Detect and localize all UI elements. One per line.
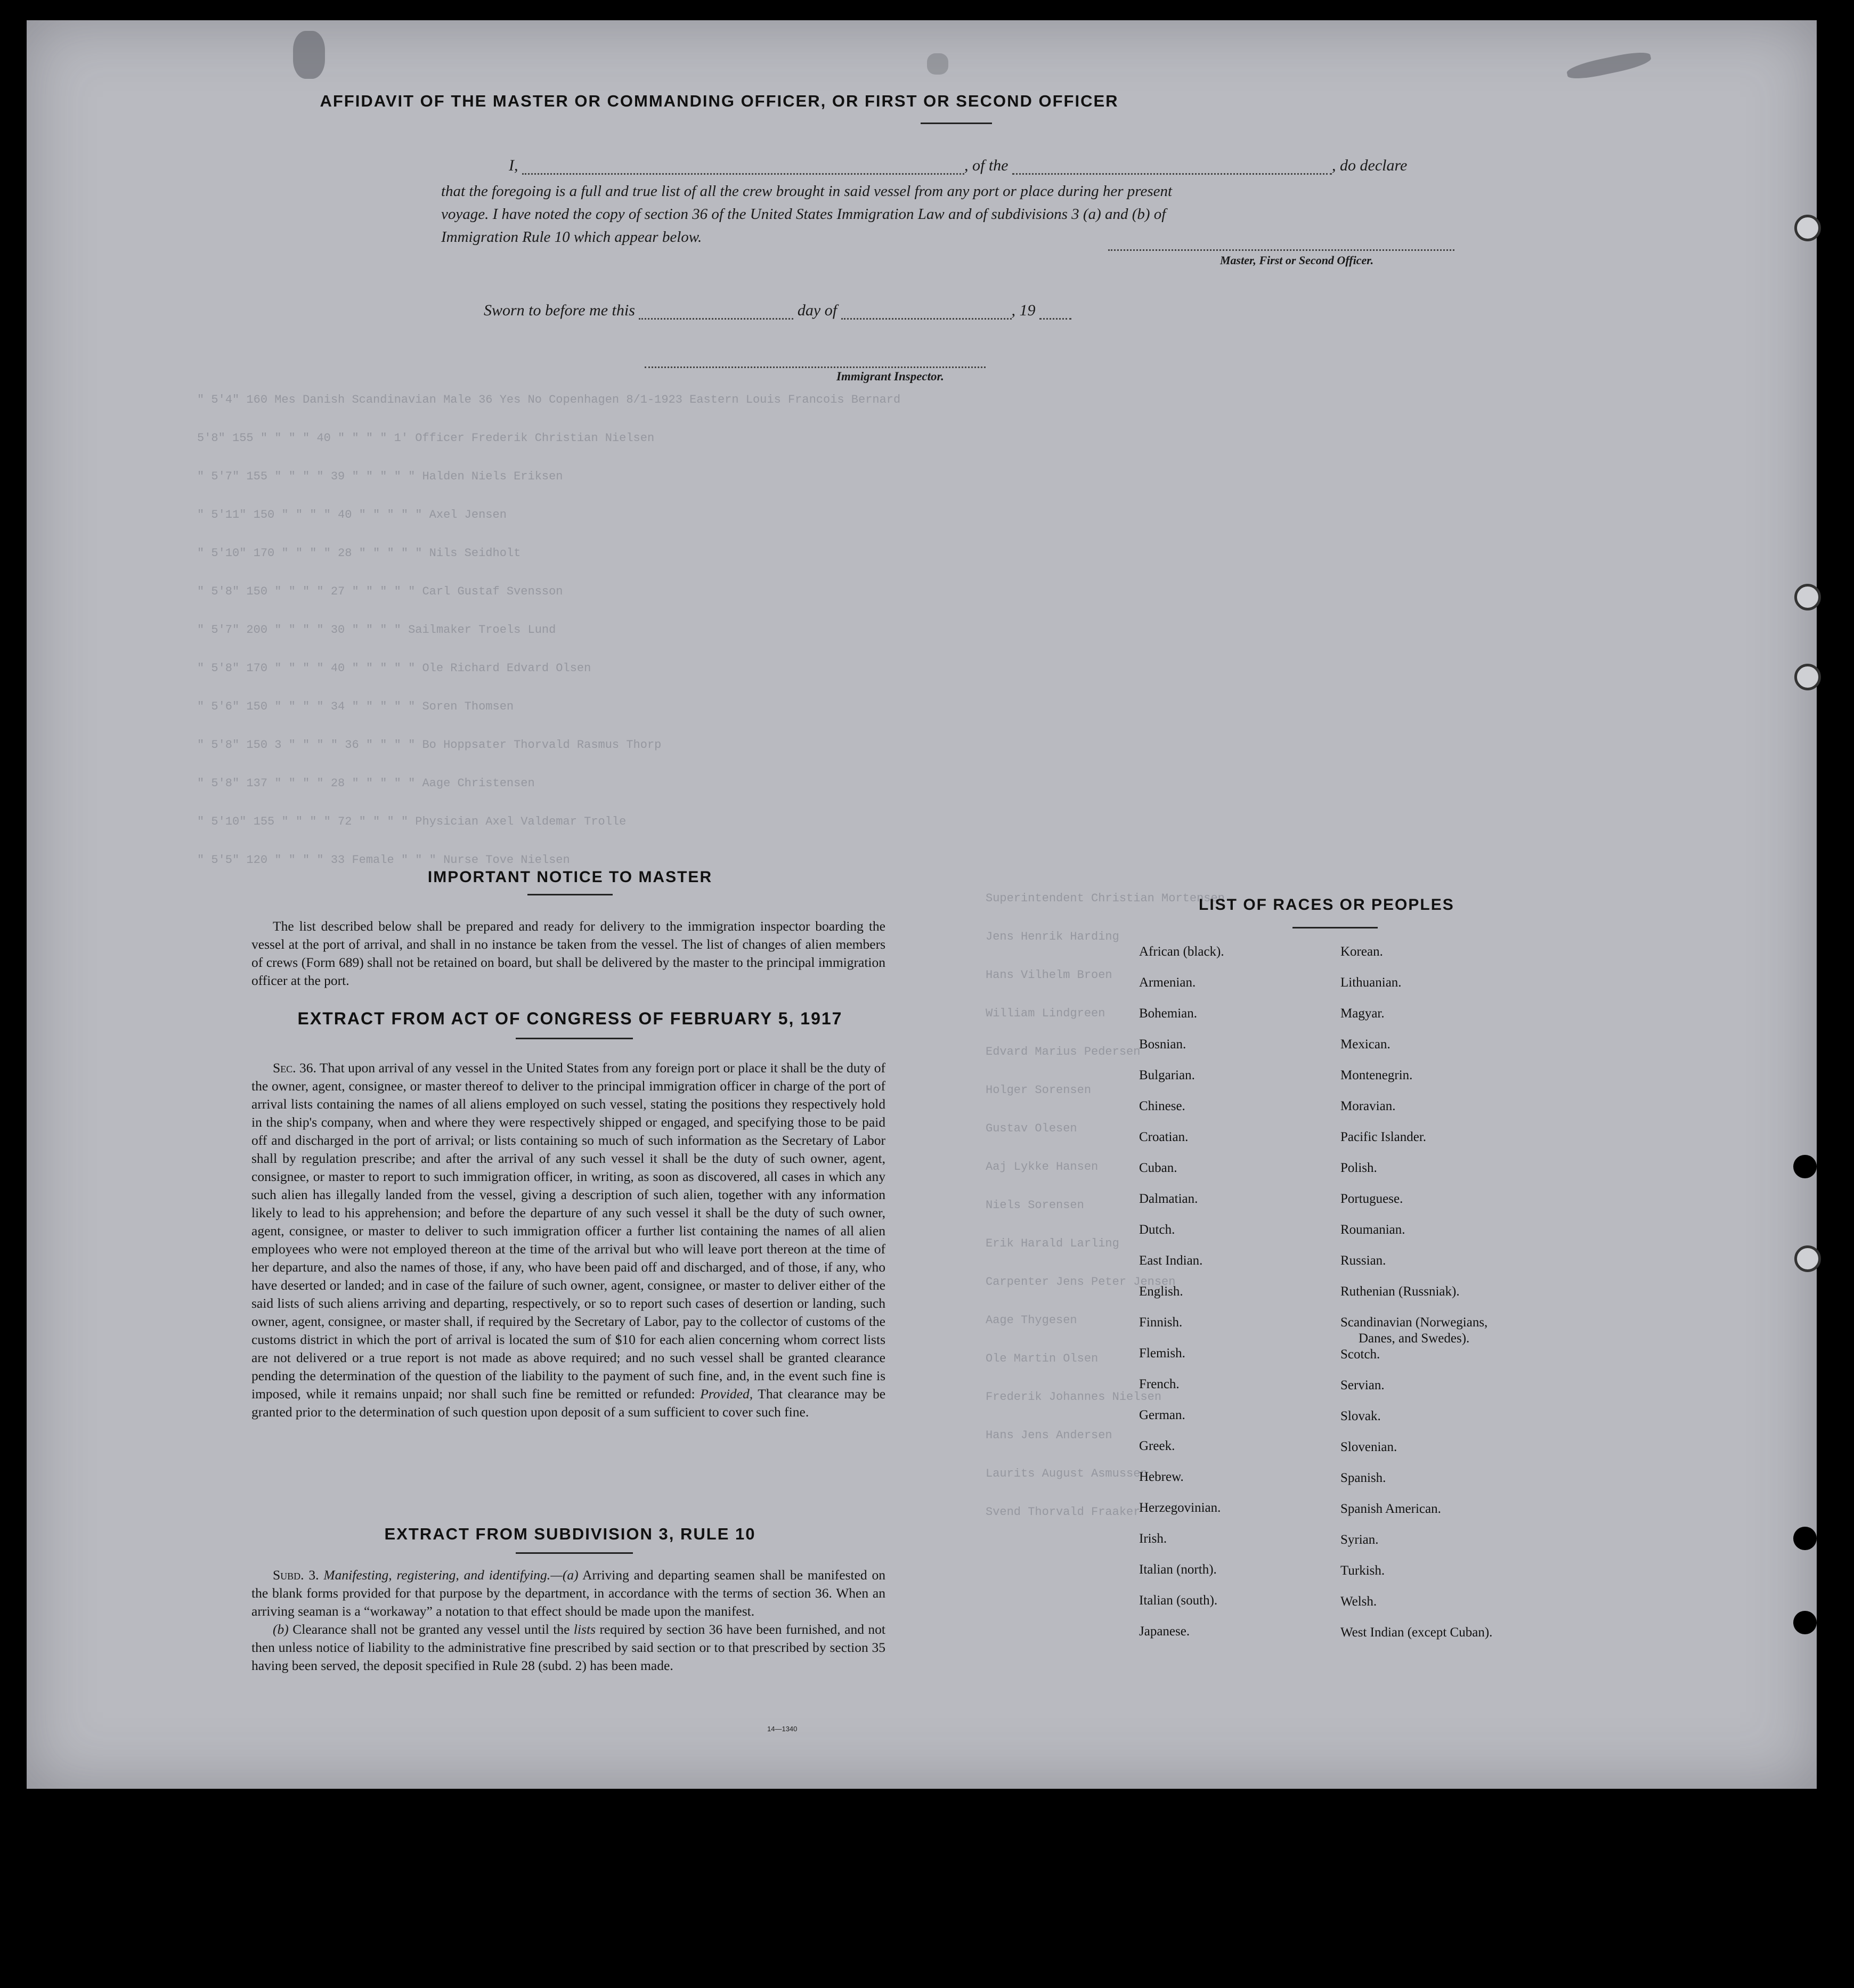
subd-b-text-2: required by section 36 have been furnished, and not then unless notice of liability to the administrative fine prescribed by said section or to that prescribed by section 35 having been served, the deposit specified in Rule 28 (subd. 2) has been made.	[251, 1622, 886, 1673]
race-item: Chinese.	[1139, 1099, 1185, 1113]
race-item: Welsh.	[1340, 1594, 1377, 1609]
race-item: Lithuanian.	[1340, 975, 1402, 990]
race-item: Danes, and Swedes).	[1359, 1331, 1470, 1346]
notice-paragraph: The list described below shall be prepared and ready for delivery to the immigration inspector boarding the vessel at the port of arrival, and shall in no instance be taken from the vessel. The list of changes of alien members of crews (Form 689) shall not be retained on board, but shall be delivered by the master to the principal immigration officer at the port.	[251, 918, 885, 988]
bleed-through-row: Jens Henrik Harding	[986, 930, 1119, 943]
subd-b-text-1: Clearance shall not be granted any vessel until the	[292, 1622, 570, 1637]
race-item: Turkish.	[1340, 1563, 1385, 1578]
races-title-rule	[1292, 927, 1378, 928]
punch-hole	[1793, 1155, 1817, 1178]
bleed-through-row: " 5'6" 150 " " " " 34 " " " " " Soren Thomsen	[197, 700, 514, 713]
sec-label: Sec. 36.	[273, 1060, 316, 1076]
notice-title-rule	[527, 894, 613, 895]
race-item: Slovak.	[1340, 1409, 1381, 1423]
race-item: German.	[1139, 1408, 1185, 1422]
punch-hole	[1794, 664, 1821, 690]
race-item: Slovenian.	[1340, 1440, 1397, 1454]
race-item: Moravian.	[1340, 1099, 1396, 1113]
race-item: East Indian.	[1139, 1253, 1203, 1268]
of-the-label: , of the	[964, 157, 1009, 174]
race-item: Flemish.	[1139, 1346, 1185, 1360]
race-item: West Indian (except Cuban).	[1340, 1625, 1493, 1640]
punch-hole	[1793, 1527, 1817, 1550]
sworn-month-field[interactable]	[841, 302, 1012, 320]
bleed-through-row: " 5'10" 170 " " " " 28 " " " " " Nils Seidholt	[197, 547, 521, 560]
race-item: Spanish.	[1340, 1471, 1386, 1485]
extract-act-title-rule	[516, 1038, 633, 1039]
race-item: Scandinavian (Norwegians,	[1340, 1315, 1488, 1330]
bleed-through-row: " 5'11" 150 " " " " 40 " " " " " Axel Jensen	[197, 508, 507, 522]
bleed-through-row: Holger Sorensen	[986, 1083, 1092, 1097]
race-item: African (black).	[1139, 944, 1224, 959]
sworn-label: Sworn to before me this	[484, 302, 635, 319]
race-item: Korean.	[1340, 944, 1383, 959]
extract-rule-text	[251, 1566, 885, 1675]
race-item: Greek.	[1139, 1439, 1175, 1453]
race-item: Roumanian.	[1340, 1223, 1405, 1237]
master-signature-field[interactable]	[1108, 233, 1454, 251]
i-label: I,	[509, 157, 518, 174]
race-item: Dutch.	[1139, 1223, 1175, 1237]
race-item: Scotch.	[1340, 1347, 1380, 1362]
subd-b-lists: lists	[573, 1622, 596, 1637]
race-item: Russian.	[1340, 1253, 1386, 1268]
race-item: Bosnian.	[1139, 1037, 1186, 1052]
section-36-paragraph	[251, 1059, 885, 1421]
section-36-text: That upon arrival of any vessel in the United States from any foreign port or place it shall be the duty of the owner, agent, consignee, or master thereof to deliver to the principal immigration officer in charge of the port of arrival lists containing the names of all aliens employed on such vessel, stating the positions they respectively hold in the ship's company, when and where they were respectively shipped or engaged, and specifying those to be paid off and discharged in the port of arrival; or lists containing so much of such information as the Secretary of Labor shall by regulation prescribe; and after the arrival of any such vessel it shall be the duty of such owner, agent, consignee, or master to report to such immigration officer, in writing, as soon as discovered, all cases in which any such alien has illegally landed from the vessel, giving a description of such alien, together with any information likely to lead to his apprehension; and before the departure of any such vessel it shall be the duty of such owner, agent, consignee, or master to deliver to such immigration officer a further list containing the names of all alien employees who were not employed thereon at the time of the arrival but who will leave port thereon at the time of her departure, and also the names of those, if any, who have been paid off and discharged, and of those, if any, who have deserted or landed; and in case of the failure of such owner, agent, consignee, or master to deliver either of the said lists of such aliens arriving and departing, respectively, or so to report such cases of desertion or landing, such owner, agent, consignee, or master shall, if required by the Secretary of Labor, pay to the collector of customs of the customs district in which the port of arrival is located the sum of $10 for each alien concerning whom correct lists are not delivered or a true report is not made as above required; and no such vessel shall be granted clearance pending the determination of the question of the liability to the payment of such fine, and, in the event such fine is imposed, while it remains unpaid; nor shall such fine be remitted or refunded:	[251, 1060, 885, 1402]
race-item: Servian.	[1340, 1378, 1385, 1392]
inspector-label: Immigrant Inspector.	[836, 370, 944, 383]
sworn-day-field[interactable]	[639, 302, 793, 320]
bleed-through-row: " 5'7" 200 " " " " 30 " " " " Sailmaker Troels Lund	[197, 623, 556, 637]
do-declare-label: , do declare	[1332, 157, 1408, 174]
name-field[interactable]	[522, 157, 964, 175]
races-right-column	[1340, 944, 1492, 1656]
top-right-smudge	[1566, 49, 1653, 83]
race-item: Spanish American.	[1340, 1502, 1441, 1516]
race-item: Armenian.	[1139, 975, 1196, 990]
top-left-smudge	[293, 31, 325, 79]
bleed-through-row: William Lindgreen	[986, 1007, 1105, 1020]
race-item: Italian (north).	[1139, 1562, 1217, 1577]
race-item: Portuguese.	[1340, 1192, 1403, 1206]
form-number: 14—1340	[767, 1725, 798, 1733]
bleed-through-row: Svend Thorvald Fraaker	[986, 1505, 1141, 1519]
subd-b-label: (b)	[273, 1622, 289, 1637]
affidavit-title-rule	[921, 123, 992, 124]
year-label: , 19	[1011, 302, 1036, 319]
bleed-through-row: Ole Martin Olsen	[986, 1352, 1099, 1365]
top-center-mark	[927, 53, 948, 75]
race-item: Montenegrin.	[1340, 1068, 1413, 1082]
extract-act-title: EXTRACT FROM ACT OF CONGRESS OF FEBRUARY 5, 1917	[297, 1009, 843, 1028]
bleed-through-row: Frederik Johannes Nielsen	[986, 1390, 1162, 1404]
declaration-line-4: Immigration Rule 10 which appear below.	[441, 229, 702, 246]
subd-title: Manifesting, registering, and identifying.	[323, 1567, 551, 1583]
subd-b-paragraph	[251, 1620, 885, 1675]
race-item: Syrian.	[1340, 1533, 1379, 1547]
bleed-through-row: " 5'5" 120 " " " " 33 Female " " " Nurse Tove Nielsen	[197, 853, 570, 867]
race-item: Japanese.	[1139, 1624, 1190, 1639]
punch-hole	[1794, 215, 1821, 241]
subd-label: Subd. 3.	[273, 1567, 319, 1583]
declaration-line-1	[482, 157, 1473, 175]
bleed-through-row: " 5'10" 155 " " " " 72 " " " " Physician Axel Valdemar Trolle	[197, 815, 627, 828]
bleed-through-row: Hans Jens Andersen	[986, 1429, 1112, 1442]
document-sheet	[27, 20, 1817, 1789]
races-left-column	[1139, 944, 1224, 1655]
race-item: Herzegovinian.	[1139, 1501, 1221, 1515]
bleed-through-row: " 5'7" 155 " " " " 39 " " " " " Halden Niels Eriksen	[197, 470, 563, 483]
race-item: Hebrew.	[1139, 1470, 1184, 1484]
inspector-signature-field[interactable]	[645, 351, 986, 368]
bleed-through-row: Erik Harald Larling	[986, 1237, 1119, 1250]
punch-hole	[1794, 1245, 1821, 1272]
bleed-through-row: Edvard Marius Pedersen	[986, 1045, 1141, 1058]
race-item: Finnish.	[1139, 1315, 1183, 1330]
extract-rule-title-rule	[516, 1552, 633, 1554]
bleed-through-row: Hans Vilhelm Broen	[986, 968, 1112, 982]
section-36-text-end: That clearance may be granted prior to the determination of such question upon deposit of a sum sufficient to cover such fine.	[251, 1386, 886, 1420]
race-item: Polish.	[1340, 1161, 1377, 1175]
bleed-through-row: " 5'8" 150 3 " " " " 36 " " " " Bo Hoppsater Thorvald Rasmus Thorp	[197, 738, 662, 752]
bleed-through-row: Laurits August Asmussen	[986, 1467, 1148, 1480]
notice-title: IMPORTANT NOTICE TO MASTER	[427, 868, 713, 886]
bleed-through-row: Gustav Olesen	[986, 1122, 1077, 1135]
bleed-through-row: Niels Sorensen	[986, 1199, 1084, 1212]
vessel-field[interactable]	[1012, 157, 1332, 175]
race-item: Croatian.	[1139, 1130, 1189, 1144]
bleed-through-row: Carpenter Jens Peter Jensen	[986, 1275, 1176, 1289]
declaration-line-2: that the foregoing is a full and true list of all the crew brought in said vessel from any port or place during her present	[441, 183, 1173, 200]
race-item: Mexican.	[1340, 1037, 1390, 1052]
race-item: Pacific Islander.	[1340, 1130, 1427, 1144]
provided-label: Provided,	[700, 1386, 753, 1402]
declaration-line-3: voyage. I have noted the copy of section 36 of the United States Immigration Law and of subdivisions 3 (a) and (b) of	[441, 206, 1166, 223]
races-title: LIST OF RACES OR PEOPLES	[1199, 896, 1454, 914]
bleed-through-row: Superintendent Christian Mortensen	[986, 892, 1225, 905]
sworn-year-field[interactable]	[1039, 302, 1071, 320]
punch-hole	[1794, 584, 1821, 610]
race-item: Bulgarian.	[1139, 1068, 1195, 1082]
bleed-through-row: " 5'8" 137 " " " " 28 " " " " " Aage Christensen	[197, 777, 535, 790]
subd-a-paragraph	[251, 1566, 885, 1620]
race-item: French.	[1139, 1377, 1180, 1391]
affidavit-title: AFFIDAVIT OF THE MASTER OR COMMANDING OFFICER, OR FIRST OR SECOND OFFICER	[320, 92, 1119, 110]
bleed-through-row: Aage Thygesen	[986, 1314, 1077, 1327]
bleed-through-row: 5'8" 155 " " " " 40 " " " " 1' Officer Frederik Christian Nielsen	[197, 431, 655, 445]
race-item: English.	[1139, 1284, 1183, 1299]
subd-a-label: —(a)	[550, 1567, 579, 1583]
bleed-through-row: Aaj Lykke Hansen	[986, 1160, 1099, 1174]
day-of-label: day of	[797, 302, 837, 319]
race-item: Dalmatian.	[1139, 1192, 1198, 1206]
bleed-through-row: " 5'4" 160 Mes Danish Scandinavian Male 36 Yes No Copenhagen 8/1-1923 Eastern Louis Francois Bernard	[197, 393, 901, 406]
race-item: Magyar.	[1340, 1006, 1385, 1021]
notice-text	[251, 917, 885, 990]
race-item: Irish.	[1139, 1531, 1167, 1546]
extract-act-text	[251, 1059, 885, 1421]
extract-rule-title: EXTRACT FROM SUBDIVISION 3, RULE 10	[384, 1525, 756, 1543]
bleed-through-row: " 5'8" 150 " " " " 27 " " " " " Carl Gustaf Svensson	[197, 585, 563, 598]
race-item: Bohemian.	[1139, 1006, 1198, 1021]
subd-a-text: Arriving and departing seamen shall be manifested on the blank forms provided for that purpose by the department, in accordance with the terms of section 36. When an arriving seaman is a “workaway” a notation to that effect should be made upon the manifest.	[251, 1567, 886, 1619]
master-signature-label: Master, First or Second Officer.	[1220, 254, 1374, 267]
race-item: Italian (south).	[1139, 1593, 1218, 1608]
sworn-line	[484, 302, 1071, 320]
bleed-through-row: " 5'8" 170 " " " " 40 " " " " " Ole Richard Edvard Olsen	[197, 662, 591, 675]
race-item: Ruthenian (Russniak).	[1340, 1284, 1460, 1299]
punch-hole	[1793, 1611, 1817, 1634]
race-item: Cuban.	[1139, 1161, 1177, 1175]
